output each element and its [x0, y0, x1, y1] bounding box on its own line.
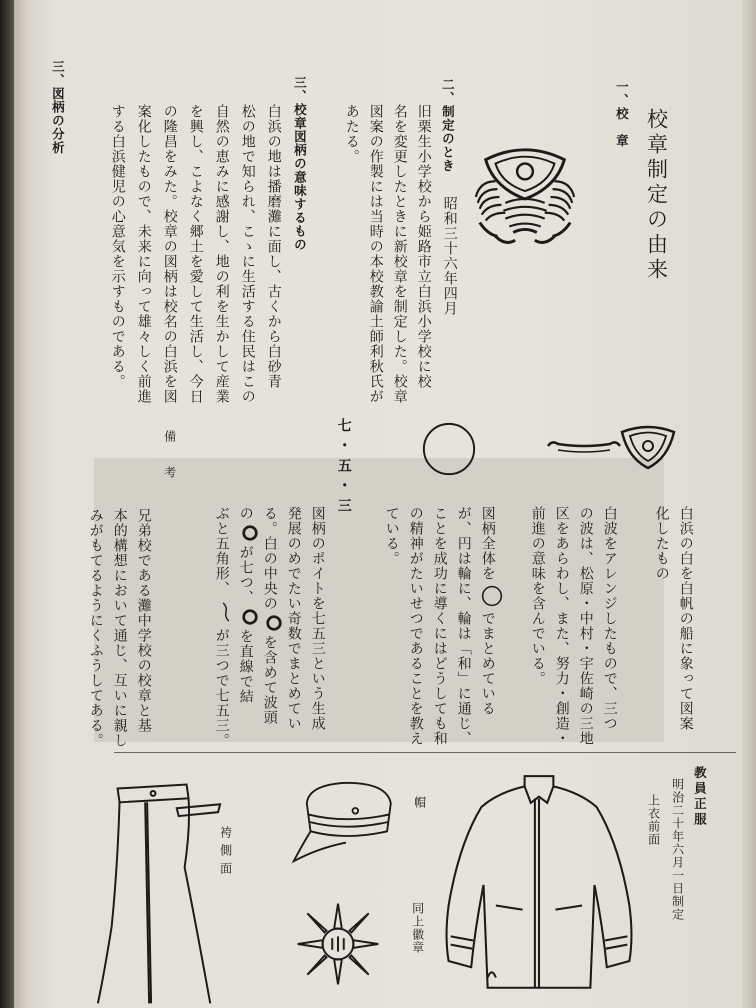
circle-text-line: の精神がたいせつであることを教え [407, 506, 424, 746]
page-edge [742, 0, 756, 1008]
section-divider [114, 752, 736, 753]
inline-wave-crest-icon [241, 524, 259, 542]
wave-text-line: 区をあらわし、また、努力・創造・ [553, 506, 570, 746]
page-title: 校章制定の由来 [644, 108, 669, 283]
inline-wave-line-icon [219, 599, 233, 625]
trousers-caption: 袴側面 [218, 826, 233, 880]
established-text-line: 図案の作製には当時の本校教諭土師利秋氏が [367, 104, 384, 404]
uniform-date: 明治二十年六月一日制定 [670, 778, 685, 921]
jacket-illustration-icon [434, 772, 644, 998]
meaning-text-line: する白浜健児の心意気を示すものである。 [109, 104, 126, 389]
circle-text-line: ことを成功に導くにはどうしても和 [431, 506, 448, 746]
badge-caption: 同上徽章 [410, 902, 425, 954]
seven-five-three-heading: 七・五・三 [335, 418, 352, 518]
seven-five-three-text-line: ぶと五角形、が三つで七五三。 [210, 506, 233, 748]
jacket-caption: 上衣前面 [646, 794, 661, 846]
established-text-line: 名を変更したときに新校章を制定した。校章 [391, 104, 408, 404]
seven-five-three-text-line: 図柄のポイトを七五三という生成 [309, 506, 326, 731]
meaning-text-line: の隆昌をみた。校章の図柄は校名の白浜を図 [161, 104, 178, 404]
established-date: 昭和三十六年四月 [441, 196, 458, 316]
trousers-illustration-icon [88, 778, 226, 1006]
meaning-text-line: 白浜の地は播磨灘に面し、古くから白砂青 [265, 104, 282, 389]
inline-circle-icon [481, 585, 503, 607]
uniform-heading: 教員正服 [692, 766, 708, 828]
section-meaning-heading: 三、校章図柄の意味するもの [292, 76, 308, 252]
section-analysis-heading: 三、図柄の分析 [50, 60, 66, 155]
inline-wave-crest-icon [241, 608, 259, 626]
wave-text-line: の波は、松原・中村・宇佐崎の三地 [577, 506, 594, 746]
remarks-text-line: 兄弟校である灘中学校の校章と基 [135, 508, 152, 733]
school-emblem-icon [466, 138, 584, 256]
circle-icon [420, 420, 478, 478]
wave-text-line: 前進の意味を含んでいる。 [529, 506, 546, 686]
sail-text-line: 化したもの [653, 506, 670, 581]
remarks-heading: 備 考 [162, 430, 177, 484]
wave-text-line: 白波をアレンジしたもので、三つ [601, 506, 618, 731]
wave-icon [544, 438, 624, 458]
cap-badge-icon [290, 896, 386, 992]
circle-text-line: が、円は輪に、輪は「和」に通じ、 [455, 506, 472, 746]
remarks-text-line: みがもてるようにくふうしてある。 [87, 508, 104, 748]
meaning-text-line: 松の地で知られ、こゝに生活する住民はこの [239, 104, 256, 404]
section-school-emblem-heading: 一、校 章 [614, 80, 630, 148]
section-established-heading: 二、制定のとき [440, 78, 456, 173]
meaning-text-line: 自然の恵みに感謝し、地の利を生かして産業 [213, 104, 230, 404]
circle-text-line: ている。 [383, 506, 400, 566]
seven-five-three-text-line: のが七つ、を直線で結 [234, 506, 259, 704]
seven-five-three-text-line: 発展のめでたい奇数でまとめてい [285, 506, 302, 731]
sail-shield-icon [618, 424, 678, 474]
hat-caption: 帽 [412, 796, 427, 809]
hat-illustration-icon [290, 774, 402, 870]
book-spine-shadow [0, 0, 14, 1008]
meaning-text-line: を興し、こよなく郷土を愛して生活し、今日 [187, 104, 204, 404]
seven-five-three-text-line: る。白の中央のを含めて波頭 [258, 506, 283, 725]
book-page [14, 0, 756, 1008]
circle-text-line: 図柄全体をでまとめている [476, 506, 503, 716]
meaning-text-line: 案化したもので、未来に向って雄々しく前進 [135, 104, 152, 404]
sail-text-line: 白浜の白を白帆の船に象って図案 [677, 506, 694, 731]
remarks-text-line: 本的構想において通じ、互いに親し [111, 508, 128, 748]
inline-center-circle-icon [265, 614, 283, 632]
established-text-line: あたる。 [343, 104, 360, 164]
established-text-line: 旧栗生小学校から姫路市立白浜小学校に校 [415, 104, 432, 389]
